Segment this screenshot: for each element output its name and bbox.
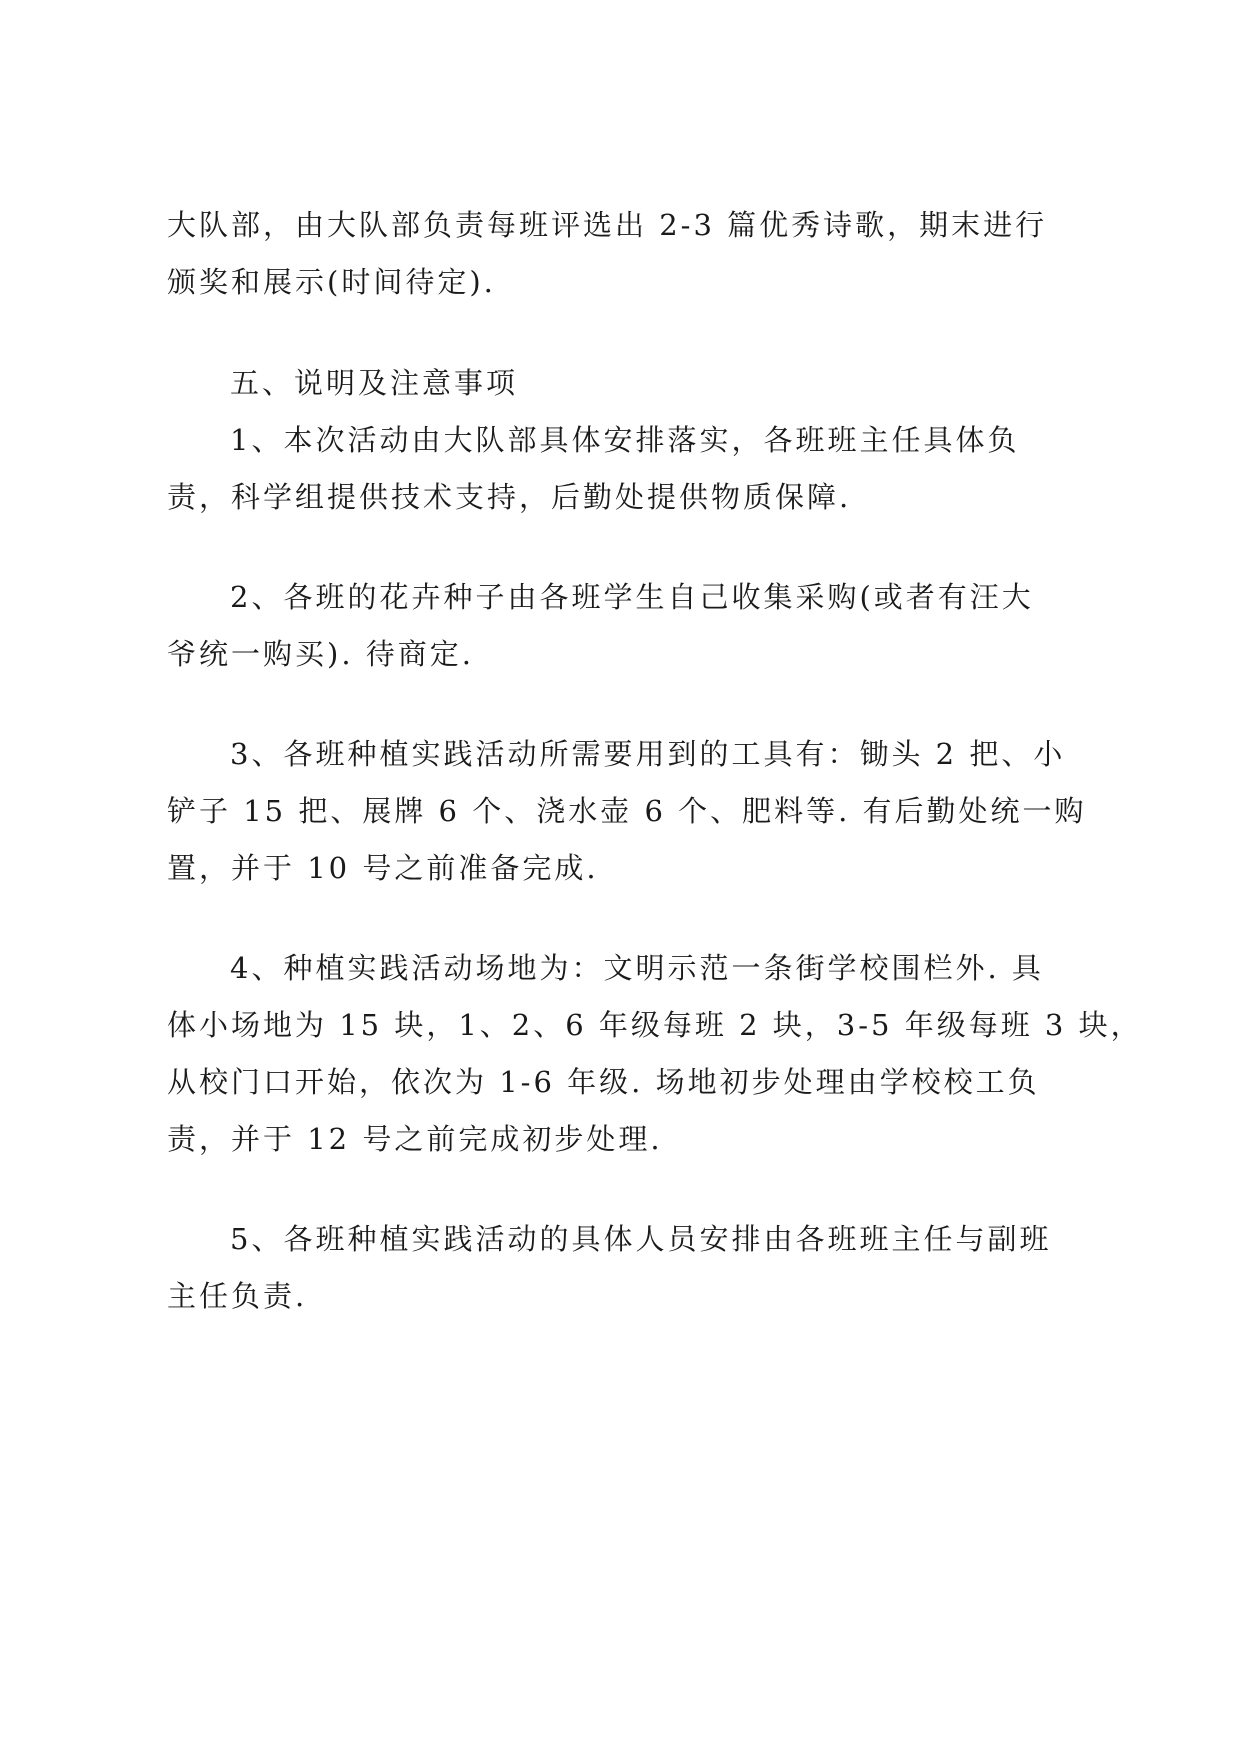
text-line: 责，科学组提供技术支持，后勤处提供物质保障. — [167, 480, 852, 514]
text-line: 铲子 15 把、展牌 6 个、浇水壶 6 个、肥料等. 有后勤处统一购 — [167, 794, 1087, 828]
text-line: 颁奖和展示(时间待定). — [167, 265, 496, 299]
text-line: 置，并于 10 号之前准备完成. — [167, 851, 599, 885]
text-line: 3、各班种植实践活动所需要用到的工具有：锄头 2 把、小 — [230, 737, 1066, 771]
section-heading: 五、说明及注意事项 — [230, 366, 519, 400]
text-line: 爷统一购买). 待商定. — [167, 637, 474, 671]
text-line: 从校门口开始，依次为 1-6 年级. 场地初步处理由学校校工负 — [167, 1065, 1040, 1099]
text-line: 体小场地为 15 块，1、2、6 年级每班 2 块，3-5 年级每班 3 块， — [167, 1008, 1143, 1042]
text-line: 主任负责. — [167, 1279, 308, 1313]
text-line: 责，并于 12 号之前完成初步处理. — [167, 1122, 663, 1156]
text-line: 4、种植实践活动场地为：文明示范一条街学校围栏外. 具 — [230, 951, 1044, 985]
text-line: 1、本次活动由大队部具体安排落实，各班班主任具体负 — [230, 423, 1020, 457]
text-line: 5、各班种植实践活动的具体人员安排由各班班主任与副班 — [230, 1222, 1052, 1256]
text-line: 2、各班的花卉种子由各班学生自己收集采购(或者有汪大 — [230, 580, 1034, 614]
text-line: 大队部，由大队部负责每班评选出 2-3 篇优秀诗歌，期末进行 — [167, 208, 1048, 242]
